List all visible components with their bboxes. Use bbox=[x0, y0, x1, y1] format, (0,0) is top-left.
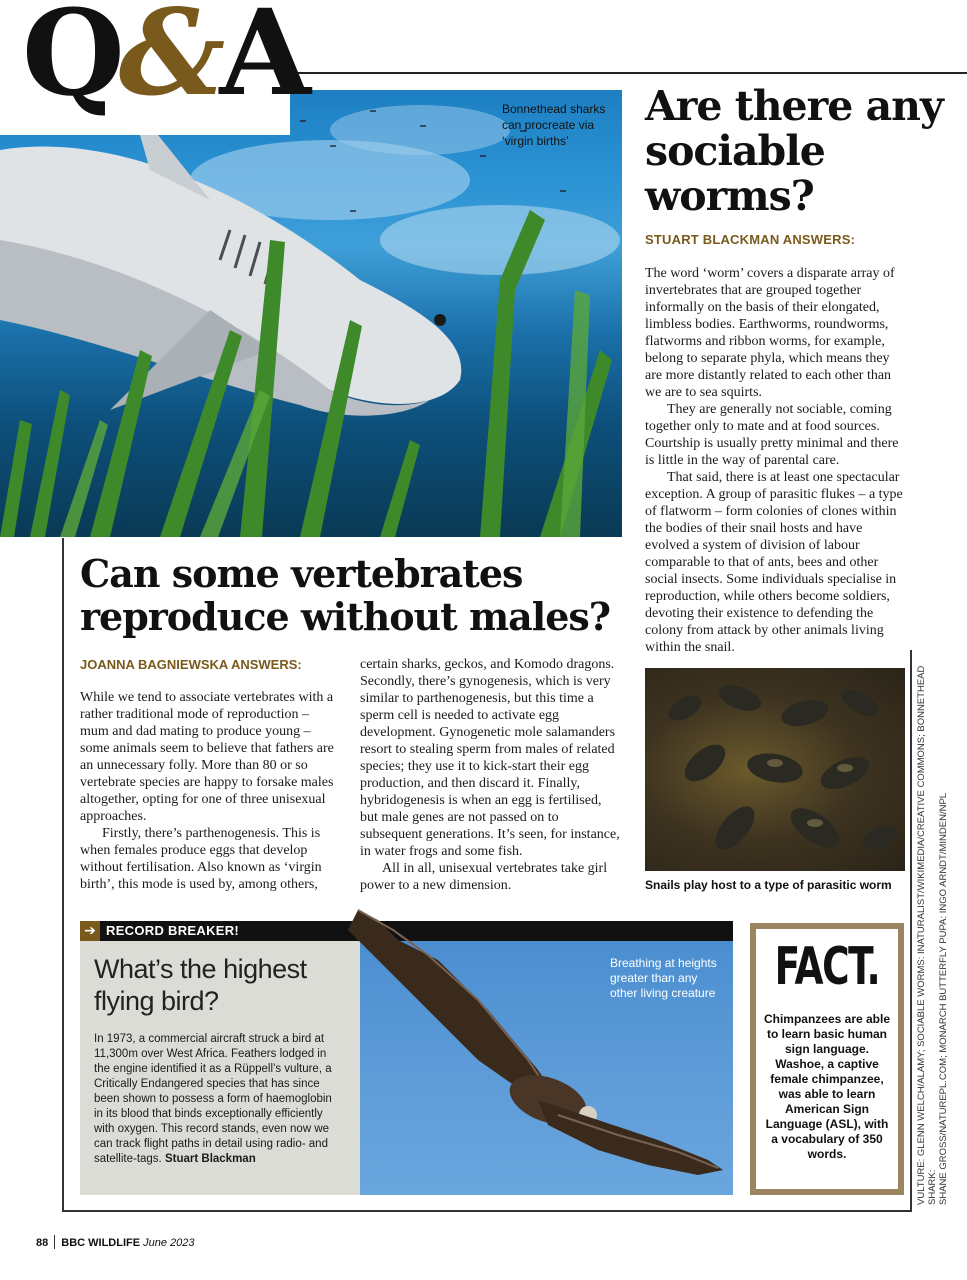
fact-body: Chimpanzees are able to learn basic human sign language. Washoe, a captive female chimpanzee, was able to learn American Sign Language (ASL), with a vocabulary of 350 words. bbox=[763, 1012, 891, 1161]
logo-a: A bbox=[219, 0, 305, 122]
record-breaker-label: RECORD BREAKER! bbox=[106, 923, 240, 938]
worms-paragraph: That said, there is at least one spectacular exception. A group of parasitic flukes – a type of flatworm – form colonies of clones within the bodies of their snail hosts and have evolved a system of division of labour comparable to that of ants, bees and other social insects. Some individuals specialise in reproduction, while others become soldiers, devoting their existence to defending the colony from attack by other animals living within the snail. bbox=[645, 470, 903, 655]
worms-body bbox=[645, 265, 907, 656]
bottom-frame-rule bbox=[62, 1210, 912, 1212]
credits-line: SHANE GROSS/NATUREPL.COM; MONARCH BUTTERFLY PUPA: INGO ARNDT/MINDEN/NPL bbox=[938, 792, 949, 1205]
snails-photo-caption: Snails play host to a type of parasitic worm bbox=[645, 878, 892, 892]
vertebrates-frame-rule bbox=[62, 538, 64, 918]
shark-photo-caption: Bonnethead sharks can procreate via ‘virgin births’ bbox=[502, 102, 606, 148]
vertebrates-paragraph: Firstly, there’s parthenogenesis. This is when females produce eggs that develop without fertilisation. Also known as ‘virgin birth’, this mode is used by, among others, bbox=[80, 826, 322, 892]
bird-body-text: In 1973, a commercial aircraft struck a bird at 11,300m over West Africa. Feathers lodged in the engine identified it as a Rüppell’s vulture, a Critically Endangered species that has since been shown to possess a form of haemoglobin in its blood that binds exceptionally efficiently with oxygen. This record stands, even now we can track flight paths in detail using radio- and satellite-tags. bbox=[94, 1033, 332, 1165]
magazine-name: BBC WILDLIFE bbox=[61, 1237, 141, 1249]
logo-q: Q bbox=[22, 0, 119, 122]
qa-logo bbox=[0, 0, 305, 135]
vertebrates-column-1 bbox=[80, 689, 338, 893]
vulture-photo-caption: Breathing at heights greater than any other living creature bbox=[610, 956, 717, 1000]
highest-flying-bird-body bbox=[94, 1032, 342, 1167]
snails-photo bbox=[645, 668, 905, 871]
footer-separator bbox=[54, 1235, 55, 1249]
top-rule bbox=[290, 72, 967, 74]
bonnethead-shark-photo bbox=[0, 90, 622, 537]
shark-illustration bbox=[0, 90, 622, 537]
snails-illustration bbox=[645, 668, 905, 871]
photo-credits bbox=[916, 645, 949, 1205]
vulture-illustration bbox=[318, 900, 738, 1200]
credits-line: VULTURE: GLENN WELCH/ALAMY; SOCIABLE WORMS: INATURALIST/WIKIMEDIA/CREATIVE COMMONS; BONNETHEAD SHARK: bbox=[916, 665, 938, 1205]
vertebrates-paragraph: While we tend to associate vertebrates with a rather traditional mode of reproduction – mum and dad mating to produce young – some animals seem to believe that fathers are an unnecessary folly. More than 80 or so vertebrate species are happy to forsake males altogether, opting for one of three unisexual approaches. bbox=[80, 690, 334, 824]
right-frame-rule bbox=[910, 650, 912, 1212]
arrow-right-icon: ➔ bbox=[80, 921, 100, 941]
left-frame-rule bbox=[62, 918, 64, 1212]
issue-date: June 2023 bbox=[143, 1237, 195, 1249]
logo-ampersand: & bbox=[118, 0, 220, 122]
page-footer bbox=[36, 1235, 195, 1249]
worms-byline: STUART BLACKMAN ANSWERS: bbox=[645, 232, 856, 247]
vertebrates-byline: JOANNA BAGNIEWSKA ANSWERS: bbox=[80, 657, 302, 672]
worms-headline: Are there any sociable worms? bbox=[645, 82, 943, 220]
worms-paragraph: They are generally not sociable, coming together only to mate and at food sources. Courtship is usually pretty minimal and there is little in the way of parental care. bbox=[645, 402, 899, 468]
vertebrates-column-2 bbox=[360, 656, 622, 894]
page-number: 88 bbox=[36, 1237, 49, 1249]
fact-title: FACT. bbox=[774, 937, 880, 997]
highest-flying-bird-headline: What’s the highest flying bird? bbox=[94, 954, 307, 1016]
vertebrates-paragraph: certain sharks, geckos, and Komodo dragons. Secondly, there’s gynogenesis, which is very similar to parthenogenesis, but this time a sperm cell is needed to activate egg development. Gynogenetic mole salamanders resort to stealing sperm from males of related species; they use it to kick-start their egg production, and then discard it. Finally, hybridogenesis is when an egg is fertilised, but male genes are not passed on to subsequent generations. It’s seen, for instance, in water frogs and some fish. bbox=[360, 657, 620, 859]
vertebrates-paragraph: All in all, unisexual vertebrates take girl power to a new dimension. bbox=[360, 861, 608, 893]
vertebrates-headline: Can some vertebrates reproduce without males? bbox=[80, 551, 611, 639]
bird-author: Stuart Blackman bbox=[164, 1153, 256, 1165]
worms-paragraph: The word ‘worm’ covers a disparate array of invertebrates that are grouped together informally on the basis of their elongated, limbless bodies. Earthworms, roundworms, flatworms and ribbon worms, for example, belong to separate phyla, which means they are more distantly related to each other than we are to sea squirts. bbox=[645, 266, 895, 400]
